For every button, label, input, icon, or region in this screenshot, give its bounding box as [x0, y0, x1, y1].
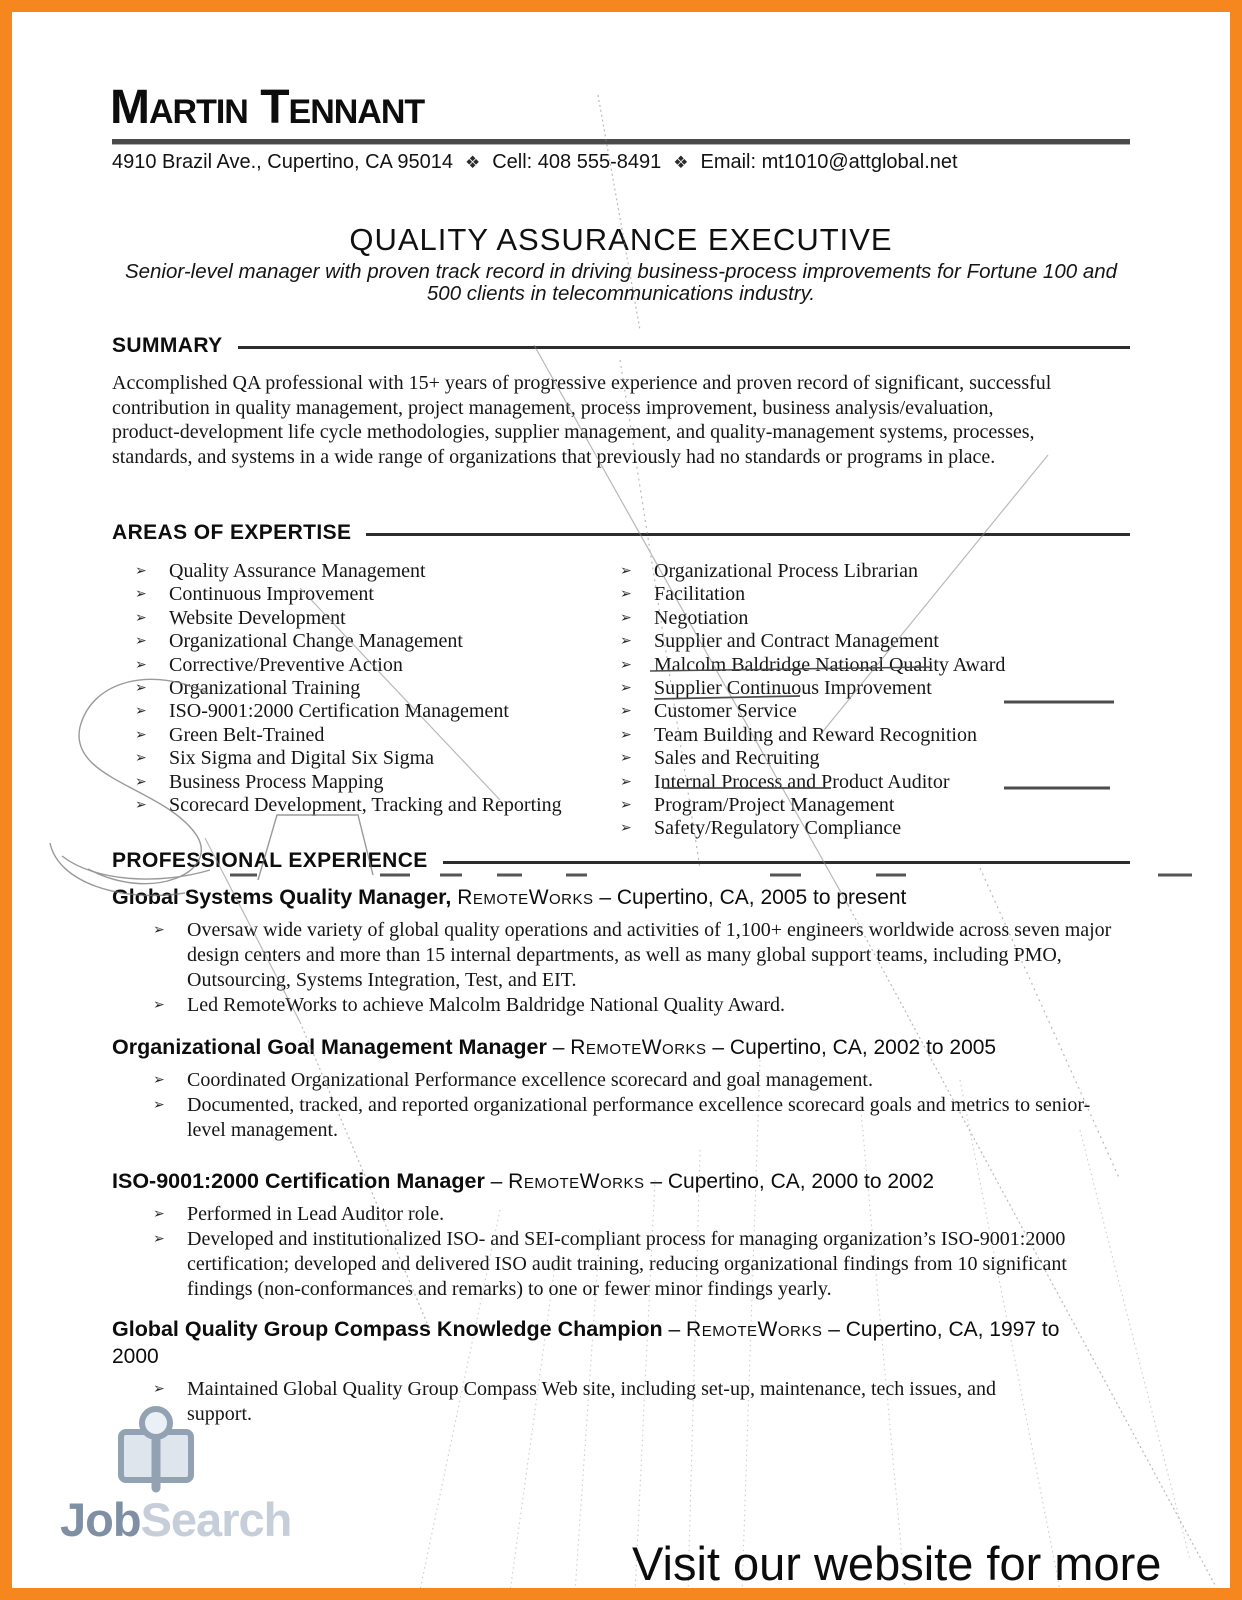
job-entry [112, 1168, 1112, 1302]
experience-section-heading [112, 849, 1130, 873]
expertise-heading-label: AREAS OF EXPERTISE [112, 521, 352, 544]
list-item [130, 607, 610, 630]
job-bullet-text: Documented, tracked, and reported organizational performance excellence scorecard goals and metrics to senior-level management. [187, 1094, 1091, 1141]
expertise-item: Sales and Recruiting [654, 747, 820, 770]
document-subtitle: Senior-level manager with proven track record in driving business-process improvements for Fortune 100 and 500 clients in telecommunications industry. [124, 260, 1118, 305]
job-entry [112, 1034, 1112, 1143]
expertise-item: Organizational Process Librarian [654, 560, 918, 582]
arrow-bullet-icon: ➢ [153, 997, 165, 1013]
diamond-separator-icon: ❖ [673, 153, 689, 172]
job-bullet-text: Coordinated Organizational Performance excellence scorecard and goal management. [187, 1069, 873, 1091]
arrow-bullet-icon: ➢ [135, 726, 147, 743]
job-title-line [112, 1316, 1062, 1370]
job-bullet-text: Maintained Global Quality Group Compass Web site, including set-up, maintenance, tech issues, and support. [187, 1378, 996, 1425]
job-title-line [112, 1168, 1112, 1195]
arrow-bullet-icon: ➢ [620, 750, 632, 767]
list-item [130, 747, 610, 770]
job-bullet-text: Performed in Lead Auditor role. [187, 1203, 445, 1225]
arrow-bullet-icon: ➢ [620, 726, 632, 743]
expertise-item: Negotiation [654, 606, 749, 629]
list-item [615, 747, 1125, 770]
header-divider [112, 139, 1130, 145]
arrow-bullet-icon: ➢ [153, 1381, 165, 1397]
experience-heading-label: PROFESSIONAL EXPERIENCE [112, 849, 428, 872]
section-rule [366, 533, 1130, 536]
arrow-bullet-icon: ➢ [620, 679, 632, 696]
expertise-section-heading [112, 521, 1130, 545]
contact-email: Email: mt1010@attglobal.net [700, 151, 958, 173]
summary-paragraph: Accomplished QA professional with 15+ years of progressive experience and proven record of significant, successful contribution in quality management, project management, process improvement, business analysis/evaluation, product-development life cycle methodologies, supplier management, and quality-management systems, processes, standards, and systems in a wide range of organizations that previously had no standards or programs in place. [112, 372, 1052, 468]
arrow-bullet-icon: ➢ [620, 656, 632, 673]
arrow-bullet-icon: ➢ [135, 586, 147, 603]
list-item [615, 654, 1125, 677]
expertise-item: Program/Project Management [654, 793, 895, 816]
expertise-item: Supplier Continuous Improvement [654, 676, 932, 699]
arrow-bullet-icon: ➢ [620, 609, 632, 626]
job-entry [112, 884, 1112, 1018]
job-title: Global Systems Quality Manager, [112, 885, 452, 909]
section-rule [443, 861, 1130, 864]
job-bullet [148, 1202, 1112, 1227]
list-item [615, 677, 1125, 700]
expertise-item: Organizational Training [169, 676, 361, 699]
logo-word-job: Job [60, 1493, 141, 1546]
company-name: RemoteWorks [686, 1318, 823, 1341]
job-bullet [148, 993, 1112, 1018]
arrow-bullet-icon: ➢ [620, 633, 632, 650]
summary-heading-label: SUMMARY [112, 334, 223, 357]
arrow-bullet-icon: ➢ [620, 796, 632, 813]
expertise-item: ISO-9001:2000 Certification Management [169, 700, 509, 723]
job-title: Organizational Goal Management Manager [112, 1035, 547, 1059]
arrow-bullet-icon: ➢ [135, 609, 147, 626]
job-bullet [148, 1377, 1062, 1427]
arrow-bullet-icon: ➢ [153, 1206, 165, 1222]
expertise-item: Scorecard Development, Tracking and Reporting [169, 793, 562, 816]
contact-cell: Cell: 408 555-8491 [492, 151, 662, 173]
arrow-bullet-icon: ➢ [135, 703, 147, 720]
job-entry [112, 1316, 1062, 1427]
expertise-item: Corrective/Preventive Action [169, 653, 403, 676]
expertise-item: Malcolm Baldridge National Quality Award [654, 653, 1006, 676]
list-item [130, 654, 610, 677]
job-location-dates: – Cupertino, CA, 1997 to 2000 [112, 1318, 1060, 1368]
list-item [130, 724, 610, 747]
job-title-line [112, 1034, 1112, 1061]
expertise-item: Green Belt-Trained [169, 723, 325, 746]
logo-word-search: Search [140, 1493, 292, 1546]
expertise-item: Business Process Mapping [169, 770, 384, 793]
summary-section-heading [112, 334, 1130, 358]
list-item [130, 560, 610, 583]
list-item [615, 583, 1125, 606]
job-title-line [112, 884, 1112, 911]
jobsearch-logo [60, 1492, 291, 1547]
job-separator: – [484, 1170, 509, 1193]
expertise-item: Safety/Regulatory Compliance [654, 817, 902, 840]
job-bullet [148, 1068, 1112, 1093]
expertise-item: Facilitation [654, 583, 746, 606]
list-item [130, 677, 610, 700]
expertise-item: Website Development [169, 606, 346, 629]
arrow-bullet-icon: ➢ [135, 773, 147, 790]
arrow-bullet-icon: ➢ [135, 633, 147, 650]
arrow-bullet-icon: ➢ [135, 796, 147, 813]
job-bullet-text: Developed and institutionalized ISO- and SEI-compliant process for managing organization’s ISO-9001:2000 certification; developed and delivered ISO audit training, reducing organizational findings from 10 significant findings (non-conformances and remarks) to one or fewer minor findings yearly. [187, 1228, 1067, 1300]
list-item [615, 630, 1125, 653]
book-magnifier-logo-icon [112, 1406, 200, 1496]
contact-address: 4910 Brazil Ave., Cupertino, CA 95014 [112, 151, 453, 173]
expertise-item: Quality Assurance Management [169, 560, 426, 582]
section-rule [238, 346, 1130, 349]
job-location-dates: – Cupertino, CA, 2005 to present [593, 886, 907, 909]
expertise-item: Internal Process and Product Auditor [654, 770, 950, 793]
list-item [130, 794, 610, 817]
expertise-item: Supplier and Contract Management [654, 630, 939, 653]
expertise-list-right [615, 560, 1125, 841]
list-item [615, 794, 1125, 817]
arrow-bullet-icon: ➢ [153, 1231, 165, 1247]
arrow-bullet-icon: ➢ [135, 563, 147, 579]
job-location-dates: – Cupertino, CA, 2000 to 2002 [644, 1170, 935, 1193]
arrow-bullet-icon: ➢ [135, 656, 147, 673]
job-bullet [148, 918, 1112, 993]
arrow-bullet-icon: ➢ [620, 703, 632, 720]
job-title: ISO-9001:2000 Certification Manager [112, 1169, 485, 1193]
list-item [130, 700, 610, 723]
list-item [130, 771, 610, 794]
expertise-item: Team Building and Reward Recognition [654, 723, 977, 746]
job-separator: – [662, 1318, 687, 1341]
list-item [615, 771, 1125, 794]
arrow-bullet-icon: ➢ [620, 773, 632, 790]
job-title: Global Quality Group Compass Knowledge Champion [112, 1317, 663, 1341]
document-title: QUALITY ASSURANCE EXECUTIVE [349, 222, 893, 257]
arrow-bullet-icon: ➢ [620, 820, 632, 837]
expertise-list-left [130, 560, 610, 817]
job-bullet-text: Oversaw wide variety of global quality operations and activities of 1,100+ engineers worldwide across seven major design centers and more than 15 internal departments, as well as many global support teams, including PMO, Outsourcing, Systems Integration, Test, and EIT. [187, 919, 1112, 991]
list-item [615, 700, 1125, 723]
job-bullet [148, 1227, 1112, 1302]
contact-line [112, 151, 1130, 174]
expertise-item: Customer Service [654, 700, 797, 723]
expertise-item: Organizational Change Management [169, 630, 463, 653]
person-name: Martin Tennant [110, 81, 425, 134]
company-name: RemoteWorks [508, 1170, 645, 1193]
company-name: RemoteWorks [457, 886, 594, 909]
job-bullet-text: Led RemoteWorks to achieve Malcolm Baldridge National Quality Award. [187, 994, 786, 1016]
list-item [615, 560, 1125, 583]
arrow-bullet-icon: ➢ [153, 1097, 165, 1113]
list-item [615, 817, 1125, 840]
list-item [615, 607, 1125, 630]
arrow-bullet-icon: ➢ [620, 586, 632, 603]
job-separator: – [546, 1036, 571, 1059]
expertise-item: Six Sigma and Digital Six Sigma [169, 747, 435, 770]
list-item [130, 583, 610, 606]
visit-website-text: Visit our website for more [632, 1537, 1162, 1590]
job-location-dates: – Cupertino, CA, 2002 to 2005 [706, 1036, 997, 1059]
diamond-separator-icon: ❖ [464, 153, 481, 172]
company-name: RemoteWorks [570, 1036, 707, 1059]
arrow-bullet-icon: ➢ [620, 563, 632, 579]
arrow-bullet-icon: ➢ [153, 922, 165, 938]
job-bullet [148, 1093, 1112, 1143]
list-item [615, 724, 1125, 747]
arrow-bullet-icon: ➢ [153, 1072, 165, 1088]
arrow-bullet-icon: ➢ [135, 679, 147, 696]
arrow-bullet-icon: ➢ [135, 750, 147, 767]
expertise-item: Continuous Improvement [169, 583, 374, 606]
list-item [130, 630, 610, 653]
